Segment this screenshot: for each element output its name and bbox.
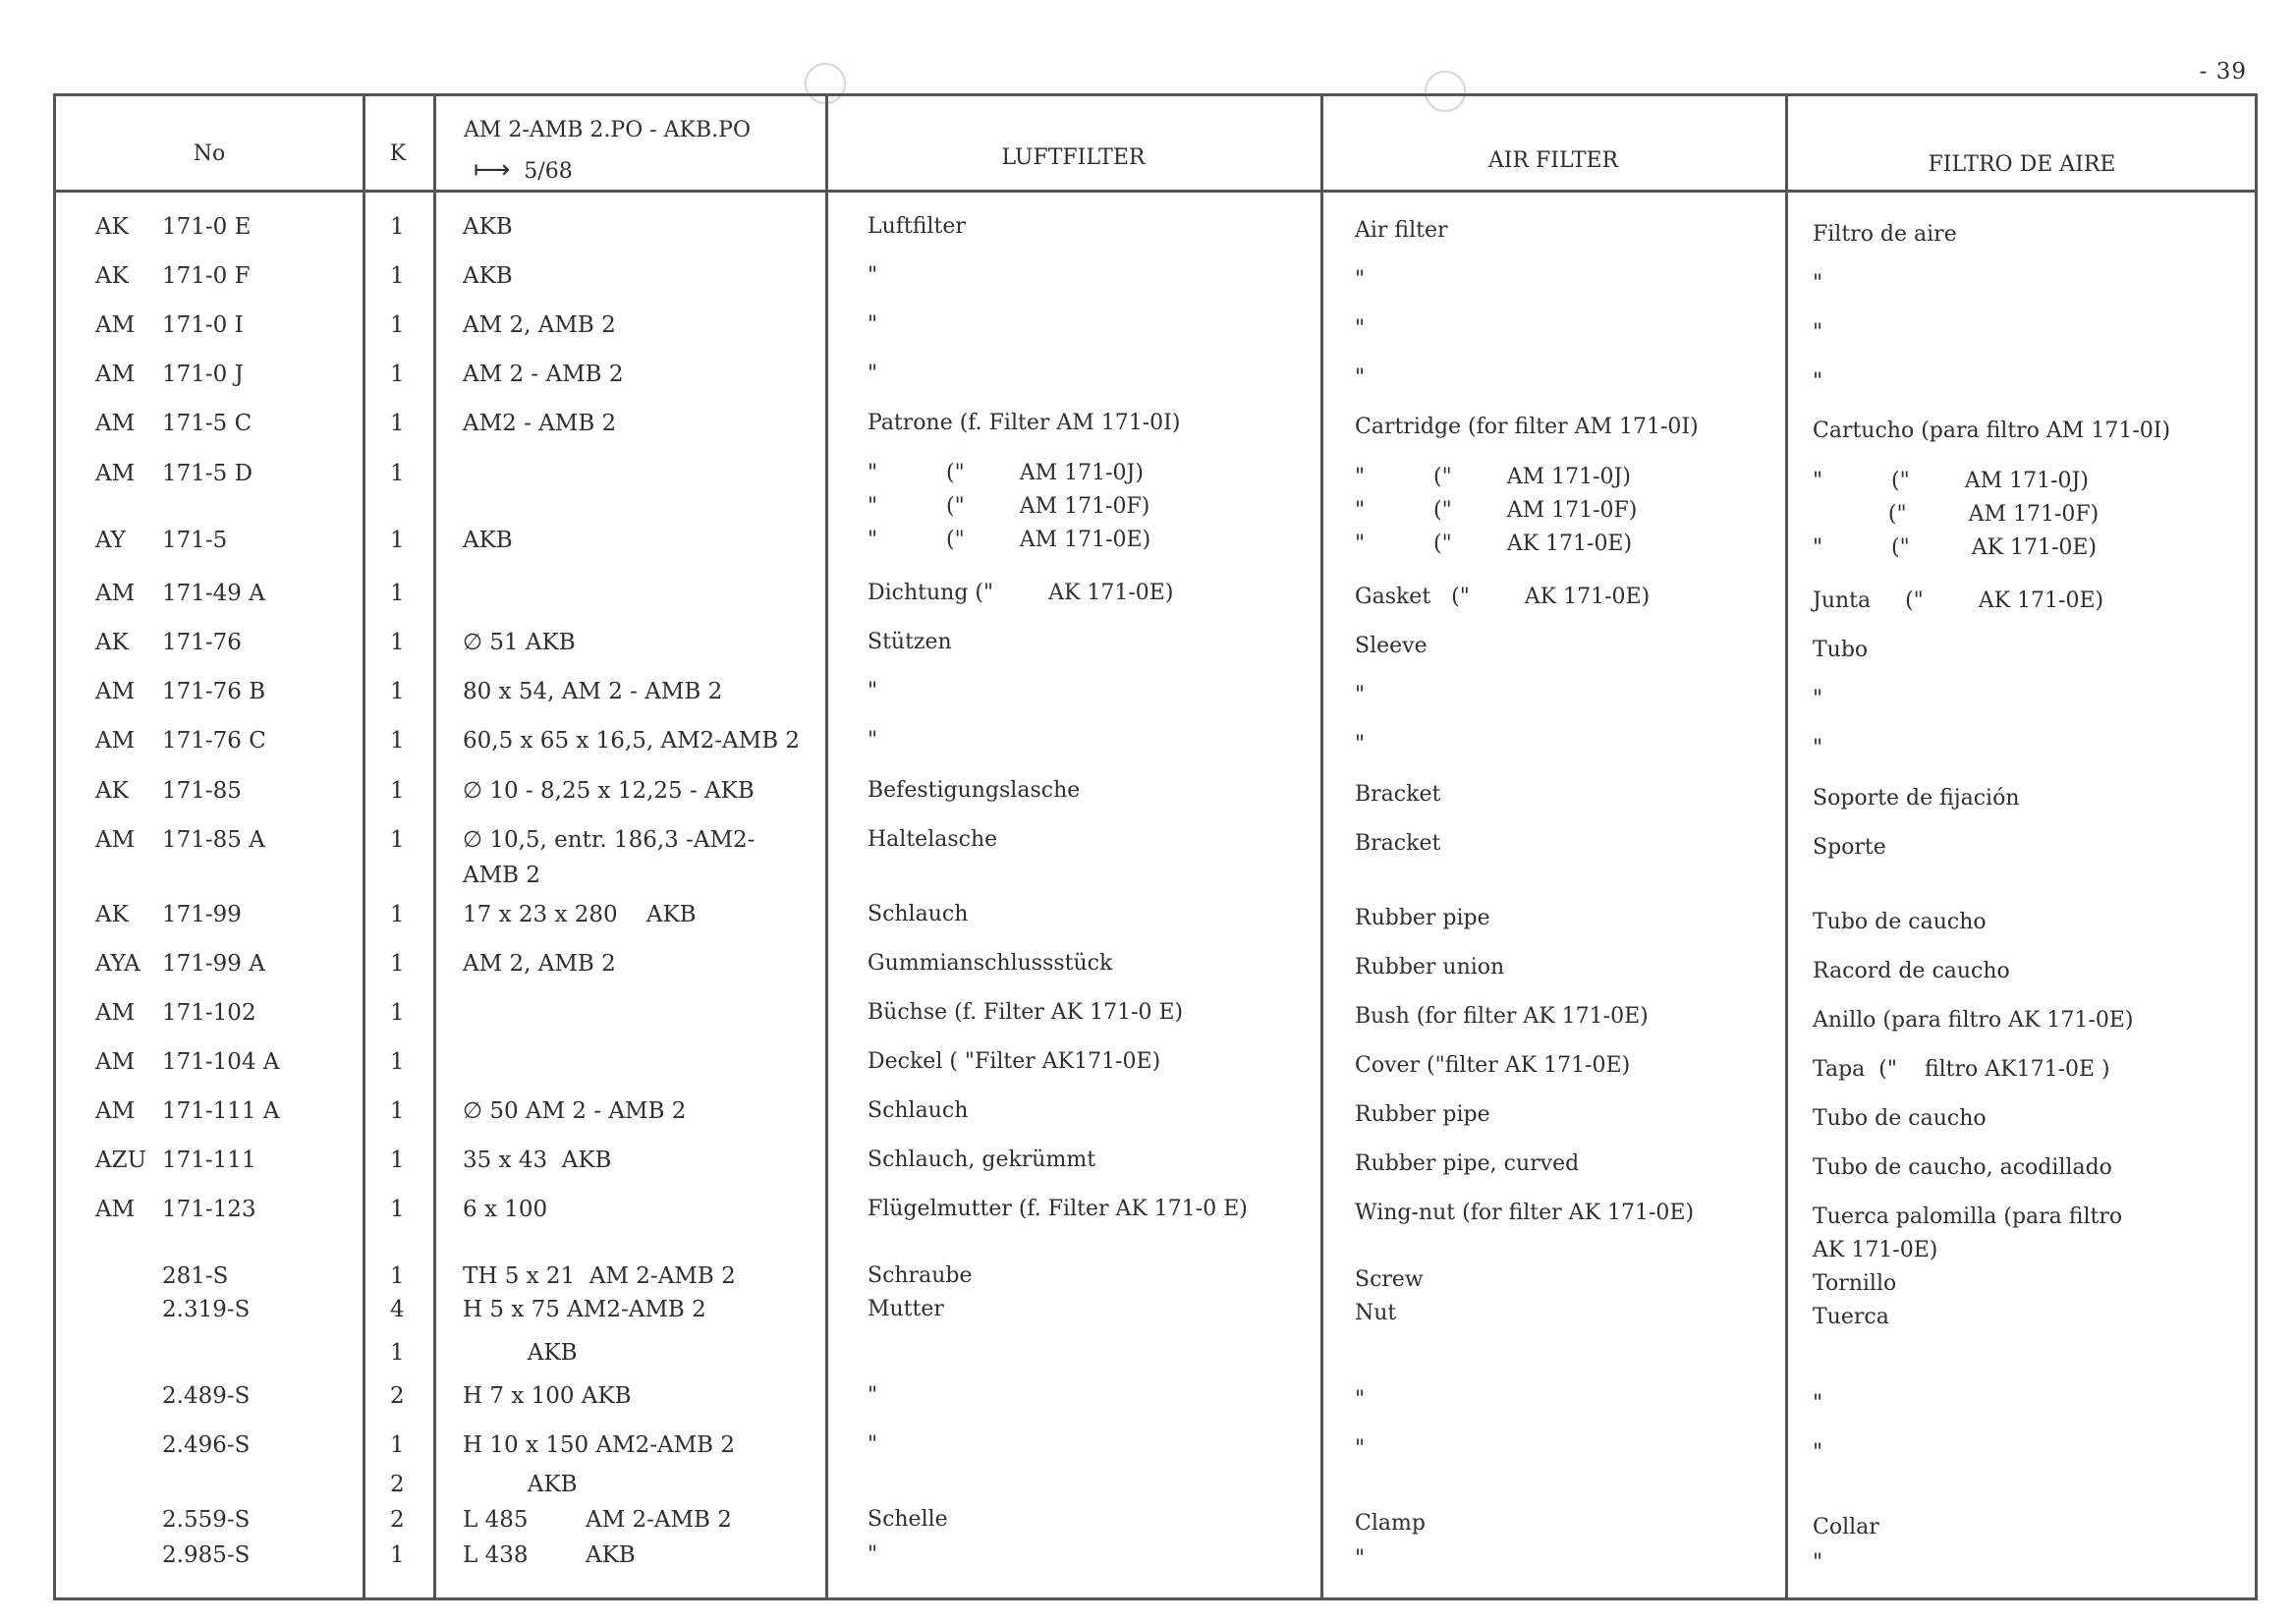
cell-es: "	[1813, 736, 1823, 760]
cell-num: 171-76	[162, 630, 242, 655]
cell-k: 1	[390, 827, 405, 853]
cell-k: 1	[390, 1098, 405, 1124]
cell-k: 1	[390, 1542, 405, 1568]
cell-k: 1	[390, 679, 405, 704]
cell-en: "	[1355, 316, 1366, 341]
page-number: - 39	[2199, 59, 2247, 84]
cell-num: 171-104 A	[162, 1049, 280, 1075]
cell-app: L 438 AKB	[463, 1542, 636, 1568]
cell-num: 171-0 I	[162, 312, 244, 338]
header-divider	[56, 190, 2255, 193]
col-divider-1	[363, 96, 365, 1597]
cell-app: AM2 - AMB 2	[463, 411, 617, 436]
header-german: LUFTFILTER	[1001, 145, 1146, 170]
cell-de: " (" AM 171-0E)	[868, 528, 1151, 552]
cell-pre: AM	[95, 1000, 136, 1026]
cell-num: 171-76 C	[162, 728, 266, 754]
cell-num: 171-111	[162, 1148, 256, 1173]
cell-pre: AM	[95, 461, 136, 486]
cell-k: 2	[390, 1383, 405, 1409]
cell-es: (" AM 171-0F)	[1813, 502, 2100, 527]
cell-es: Tapa (" filtro AK171-0E )	[1813, 1057, 2110, 1082]
cell-de: Luftfilter	[868, 214, 966, 239]
cell-k: 1	[390, 461, 405, 486]
cell-pre: AM	[95, 1197, 136, 1222]
cell-k: 1	[390, 263, 405, 289]
cell-num: 171-102	[162, 1000, 256, 1026]
cell-es: Tubo de caucho	[1813, 1106, 1987, 1131]
cell-en: "	[1355, 1387, 1366, 1412]
cell-app: ∅ 51 AKB	[463, 630, 576, 655]
cell-en: Cartridge (for filter AM 171-0I)	[1355, 415, 1699, 439]
cell-app: 17 x 23 x 280 AKB	[463, 902, 697, 927]
cell-es: Junta (" AK 171-0E)	[1813, 588, 2104, 613]
cell-en: Bracket	[1355, 782, 1441, 807]
cell-en: Rubber union	[1355, 955, 1505, 980]
cell-es: "	[1813, 1391, 1823, 1416]
cell-es: Tuerca palomilla (para filtro	[1813, 1204, 2123, 1229]
cell-pre: AK	[95, 778, 129, 804]
cell-k: 1	[390, 1049, 405, 1075]
cell-de: Schraube	[868, 1263, 973, 1288]
cell-en: Clamp	[1355, 1511, 1426, 1536]
cell-de: Schlauch	[868, 1098, 969, 1123]
cell-en: Screw	[1355, 1267, 1424, 1292]
cell-de: Flügelmutter (f. Filter AK 171-0 E)	[868, 1197, 1248, 1221]
cell-de: Schlauch	[868, 902, 969, 926]
cell-en: "	[1355, 732, 1366, 756]
cell-num: 2.319-S	[162, 1297, 251, 1322]
cell-es: Tubo de caucho	[1813, 910, 1987, 934]
cell-app: AM 2, AMB 2	[463, 312, 616, 338]
cell-num: 2.559-S	[162, 1507, 251, 1533]
arrow-icon: ⟼	[474, 155, 511, 185]
cell-de: Dichtung (" AK 171-0E)	[868, 581, 1174, 605]
cell-en: Rubber pipe	[1355, 1102, 1490, 1127]
cell-app: H 5 x 75 AM2-AMB 2	[463, 1297, 706, 1322]
cell-k: 1	[390, 630, 405, 655]
col-divider-5	[1785, 96, 1788, 1597]
cell-pre: AK	[95, 214, 129, 240]
cell-es: "	[1813, 687, 1823, 711]
cell-app: ∅ 50 AM 2 - AMB 2	[463, 1098, 687, 1124]
cell-de: "	[868, 728, 878, 753]
col-divider-2	[433, 96, 436, 1597]
cell-pre: AM	[95, 827, 136, 853]
cell-num: 171-85	[162, 778, 242, 804]
header-model-line1: AM 2-AMB 2.PO - AKB.PO	[464, 118, 751, 142]
cell-k: 1	[390, 1000, 405, 1026]
cell-num: 171-0 J	[162, 362, 244, 387]
cell-de: " (" AM 171-0J)	[868, 461, 1144, 485]
cell-es: Cartucho (para filtro AM 171-0I)	[1813, 419, 2171, 443]
cell-num: 2.489-S	[162, 1383, 251, 1409]
cell-k: 1	[390, 1432, 405, 1458]
cell-k: 1	[390, 778, 405, 804]
cell-en: " (" AK 171-0E)	[1355, 532, 1633, 556]
cell-es: Anillo (para filtro AK 171-0E)	[1813, 1008, 2134, 1033]
cell-en: "	[1355, 1546, 1366, 1571]
cell-num: 171-5	[162, 528, 228, 553]
cell-k: 1	[390, 411, 405, 436]
cell-es: "	[1813, 369, 1823, 394]
cell-k: 1	[390, 1148, 405, 1173]
cell-app: 35 x 43 AKB	[463, 1148, 612, 1173]
cell-es: Racord de caucho	[1813, 959, 2010, 983]
cell-k: 1	[390, 1263, 405, 1289]
cell-num: 171-123	[162, 1197, 256, 1222]
cell-k: 2	[390, 1472, 405, 1497]
cell-es: "	[1813, 1440, 1823, 1465]
cell-app: L 485 AM 2-AMB 2	[463, 1507, 732, 1533]
cell-app: H 10 x 150 AM2-AMB 2	[463, 1432, 736, 1458]
cell-k: 1	[390, 362, 405, 387]
cell-pre: AK	[95, 263, 129, 289]
cell-app: AM 2, AMB 2	[463, 951, 616, 977]
cell-de: Gummianschlussstück	[868, 951, 1113, 976]
cell-k: 1	[390, 1197, 405, 1222]
cell-num: 171-76 B	[162, 679, 266, 704]
header-model-date: 5/68	[524, 159, 573, 184]
cell-en: "	[1355, 267, 1366, 292]
cell-app: 60,5 x 65 x 16,5, AM2-AMB 2	[463, 728, 801, 754]
col-divider-4	[1320, 96, 1323, 1597]
cell-en: Bush (for filter AK 171-0E)	[1355, 1004, 1649, 1029]
cell-app: TH 5 x 21 AM 2-AMB 2	[463, 1263, 736, 1289]
cell-app: ∅ 10 - 8,25 x 12,25 - AKB	[463, 778, 755, 804]
cell-num: 171-49 A	[162, 581, 265, 606]
cell-de: "	[868, 263, 878, 288]
cell-app: ∅ 10,5, entr. 186,3 -AM2-	[463, 827, 756, 853]
cell-es: Tubo	[1813, 638, 1869, 662]
cell-es: " (" AK 171-0E)	[1813, 535, 2098, 560]
cell-num: 171-99	[162, 902, 242, 927]
cell-en: Gasket (" AK 171-0E)	[1355, 585, 1651, 609]
cell-de: Befestigungslasche	[868, 778, 1081, 803]
header-spanish: FILTRO DE AIRE	[1928, 152, 2116, 177]
cell-pre: AYA	[95, 951, 140, 977]
cell-es: Tubo de caucho, acodillado	[1813, 1155, 2112, 1180]
cell-de: Stützen	[868, 630, 952, 654]
cell-es: Sporte	[1813, 835, 1886, 860]
cell-es: Tuerca	[1813, 1305, 1889, 1329]
cell-en: Sleeve	[1355, 634, 1428, 658]
cell-app: AMB 2	[463, 863, 541, 888]
cell-pre: AM	[95, 411, 136, 436]
cell-en: Cover ("filter AK 171-0E)	[1355, 1053, 1631, 1078]
cell-de: "	[868, 362, 878, 386]
cell-pre: AK	[95, 630, 129, 655]
cell-k: 4	[390, 1297, 405, 1322]
cell-num: 171-0 E	[162, 214, 252, 240]
cell-es: "	[1813, 320, 1823, 345]
cell-de: " (" AM 171-0F)	[868, 494, 1150, 519]
cell-pre: AK	[95, 902, 129, 927]
cell-k: 1	[390, 728, 405, 754]
cell-es: Filtro de aire	[1813, 222, 1957, 247]
cell-num: 2.985-S	[162, 1542, 251, 1568]
cell-k: 1	[390, 581, 405, 606]
cell-k: 1	[390, 1340, 405, 1366]
cell-k: 1	[390, 902, 405, 927]
header-english: AIR FILTER	[1487, 148, 1619, 173]
cell-num: 171-111 A	[162, 1098, 280, 1124]
cell-es: AK 171-0E)	[1813, 1238, 1938, 1262]
cell-pre: AM	[95, 581, 136, 606]
cell-pre: AM	[95, 679, 136, 704]
cell-en: Nut	[1355, 1301, 1397, 1325]
cell-de: Deckel ( "Filter AK171-0E)	[868, 1049, 1161, 1074]
cell-pre: AZU	[95, 1148, 146, 1173]
cell-es: "	[1813, 1550, 1823, 1575]
cell-en: "	[1355, 365, 1366, 390]
cell-pre: AM	[95, 312, 136, 338]
cell-app: 6 x 100	[463, 1197, 548, 1222]
cell-app: AKB	[463, 214, 513, 240]
cell-de: Haltelasche	[868, 827, 998, 852]
cell-k: 1	[390, 528, 405, 553]
header-model-line2	[474, 155, 573, 185]
cell-en: "	[1355, 683, 1366, 707]
cell-app: AKB	[463, 1472, 578, 1497]
cell-pre: AM	[95, 1098, 136, 1124]
cell-es: Collar	[1813, 1515, 1879, 1540]
cell-num: 171-5 C	[162, 411, 252, 436]
cell-pre: AM	[95, 362, 136, 387]
cell-num: 171-99 A	[162, 951, 265, 977]
cell-app: AKB	[463, 1340, 578, 1366]
cell-de: "	[868, 312, 878, 337]
cell-de: Büchse (f. Filter AK 171-0 E)	[868, 1000, 1184, 1025]
cell-num: 281-S	[162, 1263, 229, 1289]
cell-app: H 7 x 100 AKB	[463, 1383, 632, 1409]
cell-k: 2	[390, 1507, 405, 1533]
cell-k: 1	[390, 214, 405, 240]
cell-num: 171-5 D	[162, 461, 253, 486]
cell-de: Schlauch, gekrümmt	[868, 1148, 1096, 1172]
cell-en: "	[1355, 1436, 1366, 1461]
cell-es: Tornillo	[1813, 1271, 1897, 1296]
cell-en: Rubber pipe	[1355, 906, 1490, 930]
cell-k: 1	[390, 312, 405, 338]
cell-es: Soporte de fijación	[1813, 786, 2020, 811]
cell-en: " (" AM 171-0J)	[1355, 465, 1631, 489]
cell-pre: AY	[95, 528, 126, 553]
header-k: K	[389, 141, 407, 166]
cell-en: Bracket	[1355, 831, 1441, 856]
cell-en: " (" AM 171-0F)	[1355, 498, 1638, 523]
cell-en: Rubber pipe, curved	[1355, 1151, 1580, 1176]
cell-de: "	[868, 1432, 878, 1457]
cell-num: 171-85 A	[162, 827, 265, 853]
cell-de: "	[868, 1542, 878, 1567]
cell-en: Wing-nut (for filter AK 171-0E)	[1355, 1201, 1695, 1225]
cell-num: 171-0 F	[162, 263, 251, 289]
cell-pre: AM	[95, 728, 136, 754]
cell-app: AM 2 - AMB 2	[463, 362, 624, 387]
parts-table	[53, 93, 2258, 1600]
cell-de: Mutter	[868, 1297, 944, 1321]
col-divider-3	[825, 96, 828, 1597]
cell-app: AKB	[463, 528, 513, 553]
cell-pre: AM	[95, 1049, 136, 1075]
cell-de: Patrone (f. Filter AM 171-0I)	[868, 411, 1181, 435]
cell-de: "	[868, 679, 878, 703]
cell-es: "	[1813, 271, 1823, 296]
cell-k: 1	[390, 951, 405, 977]
cell-de: Schelle	[868, 1507, 948, 1532]
cell-num: 2.496-S	[162, 1432, 251, 1458]
cell-app: AKB	[463, 263, 513, 289]
cell-es: " (" AM 171-0J)	[1813, 469, 2089, 493]
cell-de: "	[868, 1383, 878, 1408]
cell-app: 80 x 54, AM 2 - AMB 2	[463, 679, 723, 704]
cell-en: Air filter	[1355, 218, 1448, 243]
header-no: No	[193, 141, 226, 166]
